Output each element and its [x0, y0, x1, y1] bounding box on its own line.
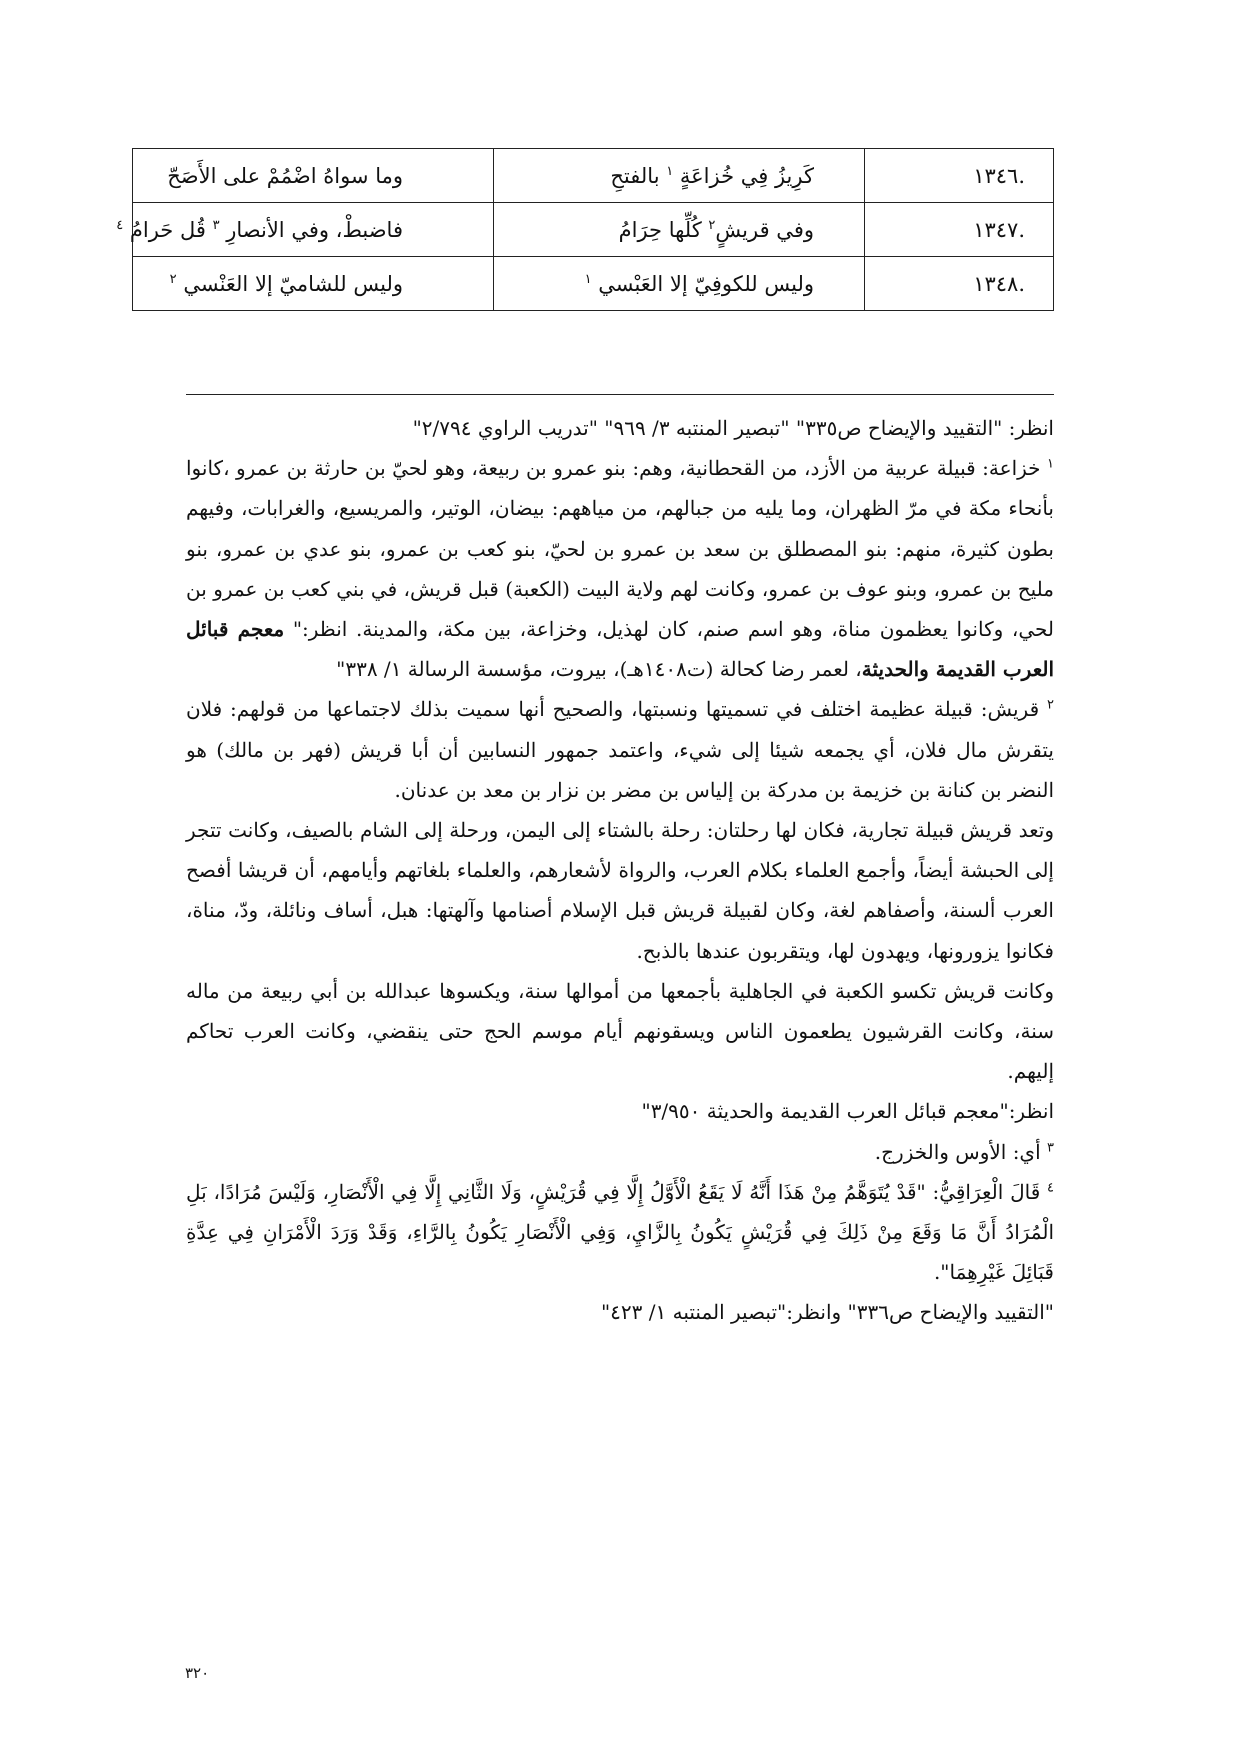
footnote-1	[186, 448, 1054, 689]
footnote-marker: ١	[1047, 456, 1054, 472]
hemistich-text: كَرِيزُ فِي خُزاعَةٍ	[679, 163, 814, 188]
verse-hemistich-second	[116, 203, 494, 257]
footnote-paragraph: وكانت قريش تكسو الكعبة في الجاهلية بأجمعها من أموالها سنة، ويكسوها عبدالله بن أبي ربيعة من ماله سنة، وكانت القرشيون يطعمون الناس ويسقونهم أيام موسم الحج حتى ينقضي، وكانت العرب تحاكم إليهم.	[186, 978, 1054, 1084]
footnote-marker: ٢	[708, 217, 716, 233]
footnote-reference: انظر: "التقييد والإيضاح ص٣٣٥" "تبصير المنتبه ٣/ ٩٦٩" "تدريب الراوي ٢/٧٩٤"	[412, 416, 1054, 440]
hemistich-text: بالفتحِ	[610, 163, 667, 188]
footnote-4	[186, 1172, 1054, 1293]
hemistich-text: وفي قريشٍ	[715, 217, 814, 242]
footnote-marker: ٣	[1047, 1140, 1054, 1155]
table-row	[133, 149, 1054, 203]
verse-number: .١٣٤٧	[865, 203, 1054, 257]
hemistich-text: وليس للشاميّ إلا العَنْسي	[183, 271, 403, 296]
hemistich-text: قُل حَرامُ	[129, 217, 213, 242]
footnote-marker: ٢	[1047, 697, 1054, 713]
footnote-text: قريش: قبيلة عظيمة اختلف في تسميتها ونسبتها، والصحيح أنها سميت بذلك لاجتماعها من قولهم: فلان يتقرش مال فلان، أي يجمعه شيئا إلى شيء، واعتمد جمهور النسابين أن أبا قريش (فهر بن مالك) هو النضر بن كنانة بن خزيمة بن مدركة بن إلياس بن مضر بن نزار بن معد بن عدنان.	[186, 697, 1054, 802]
footnote-2	[186, 689, 1054, 810]
book-title: معجم قبائل العرب القديمة والحديثة	[186, 617, 1054, 682]
page-number: ٣٢٠	[185, 1664, 210, 1682]
verse-number: .١٣٤٨	[865, 257, 1054, 311]
verse-number: .١٣٤٦	[865, 149, 1054, 203]
verse-table	[116, 148, 1054, 311]
verse-hemistich-first	[494, 203, 865, 257]
table-row	[133, 203, 1054, 257]
footnote-separator	[186, 394, 1054, 395]
footnote-3	[186, 1132, 1054, 1172]
footnote-marker: ٤	[116, 217, 124, 233]
verse-hemistich-first	[494, 257, 865, 311]
footnote-marker: ٢	[169, 271, 177, 287]
footnote-reference: "التقييد والإيضاح ص٣٣٦" وانظر:"تبصير المنتبه ١/ ٤٢٣"	[600, 1300, 1054, 1325]
footnote-text: أي: الأوس والخزرج.	[874, 1139, 1048, 1164]
hemistich-text: وليس للكوفِيّ إلا العَبْسي	[598, 271, 814, 296]
footnotes	[186, 408, 1054, 1333]
verse-hemistich-second: وما سواهُ اضْمُمْ على الأَصَحّ	[133, 149, 494, 203]
footnote-text: قَالَ الْعِرَاقِيُّ: "قَدْ يُتَوَهَّمُ مِنْ هَذَا أَنَّهُ لَا يَقَعُ الْأَوَّلُ إِلَّا فِي قُرَيْشٍ، وَلَا الثَّانِي إِلَّا فِي الْأَنْصَارِ، وَلَيْسَ مُرَادًا، بَلِ الْمُرَادُ أَنَّ مَا وَقَعَ مِنْ ذَلِكَ فِي قُرَيْشٍ يَكُونُ بِالزَّايِ، وَفِي الْأَنْصَارِ يَكُونُ بِالرَّاءِ، وَقَدْ وَرَدَ الْأَمْرَانِ فِي عِدَّةِ قَبَائِلَ غَيْرِهِمَا".	[186, 1179, 1054, 1285]
hemistich-text: كُلِّها حِرَامُ	[618, 217, 702, 242]
verse-hemistich-second	[133, 257, 494, 311]
footnote-marker: ٤	[1047, 1180, 1054, 1196]
footnote-reference: انظر:"معجم قبائل العرب القديمة والحديثة ٣/٩٥٠"	[641, 1099, 1054, 1124]
footnote-marker: ٣	[212, 217, 220, 233]
verse-hemistich-first	[494, 149, 865, 203]
hemistich-text: فاضبطْ، وفي الأنصارِ	[226, 217, 403, 242]
footnote-paragraph: وتعد قريش قبيلة تجارية، فكان لها رحلتان: رحلة بالشتاء إلى اليمن، ورحلة إلى الشام بالصيف، وكانت تتجر إلى الحبشة أيضاً، وأجمع العلماء بكلام العرب، والرواة لأشعارهم، والعلماء بلغاتهم وأيامهم، أن قريشا أفصح العرب ألسنة، وأصفاهم لغة، وكان لقبيلة قريش قبل الإسلام أصنامها وآلهتها: هبل، أساف ونائلة، ودّ، مناة، فكانوا يزورونها، ويهدون لها، ويتقربون عندها بالذبح.	[186, 818, 1054, 963]
footnote-text: ، لعمر رضا كحالة (ت١٤٠٨هـ)، بيروت، مؤسسة الرسالة ١/ ٣٣٨"	[336, 657, 862, 682]
footnote-marker: ١	[666, 163, 674, 179]
table-row	[133, 257, 1054, 311]
footnote-text: خزاعة: قبيلة عربية من الأزد، من القحطانية، وهم: بنو عمرو بن ربيعة، وهو لحيّ بن حارثة بن عمرو ،كانوا بأنحاء مكة في مرّ الظهران، وما يليه من جبالهم، من مياههم: بيضان، الوتير، والمريسيع، والغرابات، وفيهم بطون كثيرة، منهم: بنو المصطلق بن سعد بن عمرو بن لحيّ، بنو كعب بن عمرو، بنو عدي بن عمرو، بنو مليح بن عمرو، وبنو عوف بن عمرو، وكانت لهم ولاية البيت (الكعبة) قبل قريش، في بني كعب بن عمرو بن لحي، وكانوا يعظمون مناة، وهو اسم صنم، كان لهذيل، وخزاعة، بين مكة، والمدينة. انظر:"	[186, 456, 1054, 642]
footnote-marker: ١	[584, 271, 592, 287]
